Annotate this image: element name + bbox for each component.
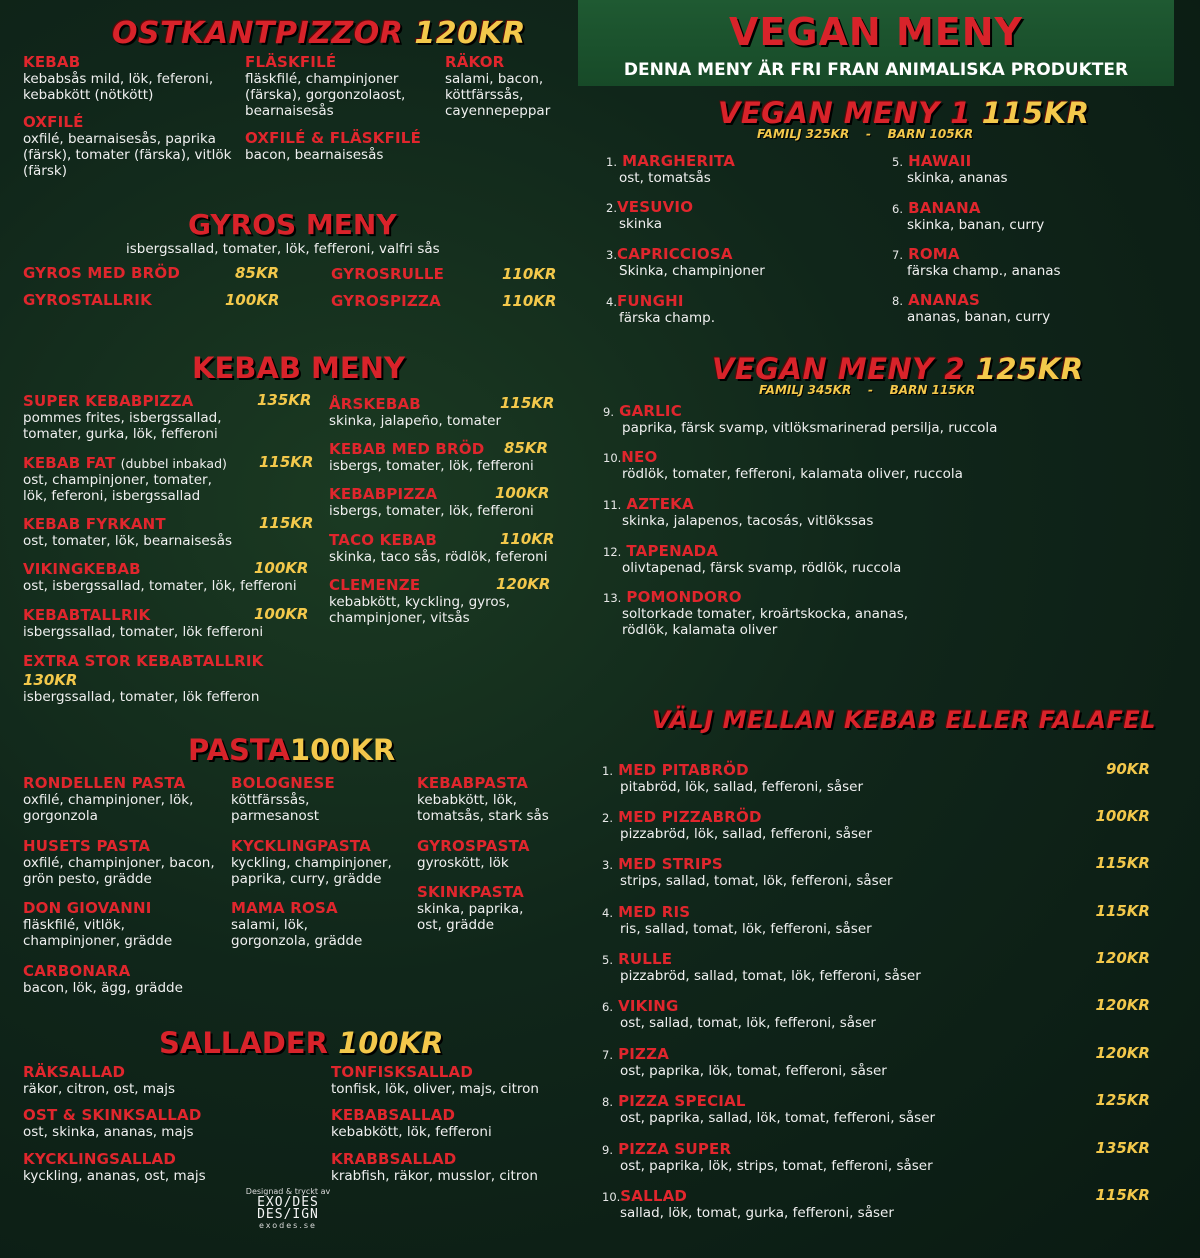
menu-item [23, 391, 313, 442]
item-desc: ost, isbergssallad, tomater, lök, fefferoni [23, 578, 297, 594]
vegan-menu2-title: VEGAN MENY 2 [712, 352, 966, 386]
item-name: ANANAS [908, 291, 981, 309]
item-price: 90KR [1105, 760, 1150, 778]
item-desc: färska champ., ananas [907, 263, 1061, 279]
kebab-title: KEBAB MENY [192, 351, 405, 385]
item-name: KEBABSALLAD [331, 1106, 456, 1124]
item-name: CARBONARA [23, 962, 131, 980]
vegan-menu2-sizes [759, 383, 975, 397]
pasta-price: 100KR [289, 733, 396, 767]
item-name: FLÄSKFILÉ [245, 53, 337, 71]
item-name: OXFILÉ [23, 113, 84, 131]
item-name: KEBABPIZZA [329, 485, 438, 503]
item-desc: pommes frites, isbergssallad, tomater, gurka, lök, fefferoni [23, 410, 222, 442]
item-name: TACO KEBAB [329, 531, 438, 549]
separator: - [865, 127, 871, 141]
item-number: 10. [603, 451, 622, 465]
item-price: 125KR [1095, 1091, 1150, 1109]
item-desc: bacon, lök, ägg, grädde [23, 980, 183, 996]
item-desc: ost, tomater, lök, bearnaisesås [23, 533, 233, 549]
barn-price: BARN 105KR [887, 127, 974, 141]
item-name: KEBABPASTA [417, 774, 529, 792]
credit-logo: EXO/DES [257, 1195, 319, 1210]
item-desc: räkor, citron, ost, majs [23, 1081, 176, 1097]
item-desc: pizzabröd, lök, sallad, fefferoni, såser [620, 826, 872, 842]
item-desc: oxfilé, champinjoner, lök, gorgonzola [23, 792, 194, 824]
falafel-item [602, 1044, 1150, 1079]
menu-item [23, 774, 218, 824]
item-name: DON GIOVANNI [23, 899, 152, 917]
credit-url: exodes.se [259, 1221, 317, 1230]
item-name: RÄKSALLAD [23, 1063, 126, 1081]
item-number: 8. [892, 294, 903, 308]
item-number: 9. [602, 1143, 613, 1157]
menu-item [23, 899, 193, 949]
item-name: MED PITABRÖD [618, 761, 749, 779]
item-name: OST & SKINKSALLAD [23, 1106, 202, 1124]
item-desc: skinka, banan, curry [907, 217, 1045, 233]
item-name: GYROSRULLE [331, 265, 445, 283]
item-desc: krabfish, räkor, musslor, citron [331, 1168, 538, 1184]
menu-item [23, 962, 218, 996]
ostkant-heading [112, 16, 526, 51]
vegan-menu1-sizes [757, 127, 973, 141]
item-desc: kebabkött, lök, fefferoni [331, 1124, 492, 1140]
item-price: 115KR [1095, 854, 1150, 872]
falafel-item [602, 1091, 1150, 1126]
designer-credit [243, 1187, 333, 1231]
falafel-title: VÄLJ MELLAN KEBAB ELLER FALAFEL [652, 706, 1157, 734]
vegan-item [606, 197, 693, 232]
item-price: 115KR [259, 514, 314, 532]
barn-price: BARN 115KR [889, 383, 976, 397]
item-desc: ris, sallad, tomat, lök, fefferoni, såser [620, 921, 872, 937]
vegan-subtitle: DENNA MENY ÄR FRI FRAN ANIMALISKA PRODUKTER [623, 60, 1129, 80]
vegan-item [603, 541, 1023, 576]
item-desc: köttfärssås, parmesanost [231, 792, 320, 824]
item-desc: isbergs, tomater, lök, fefferoni [329, 503, 534, 519]
ostkant-price: 120KR [414, 16, 526, 51]
item-name: KEBAB FAT [23, 454, 116, 472]
vegan-item [603, 587, 933, 638]
menu-item [23, 837, 218, 887]
vegan-item [603, 494, 1023, 529]
item-desc: salami, lök, gorgonzola, grädde [231, 917, 363, 949]
item-desc: fläskfilé, vitlök, champinjoner, grädde [23, 917, 173, 949]
menu-item [329, 394, 554, 429]
item-number: 2. [606, 201, 617, 215]
gyros-title: GYROS MENY [188, 208, 397, 241]
item-price: 100KR [495, 484, 550, 502]
item-price: 130KR [23, 671, 78, 689]
item-name: MARGHERITA [622, 152, 736, 170]
menu-item [417, 883, 537, 933]
menu-item [329, 575, 554, 626]
item-name: AZTEKA [626, 495, 694, 513]
item-desc: kebabsås mild, lök, feferoni, kebabkött (nötkött) [23, 71, 214, 103]
item-desc: kyckling, ananas, ost, majs [23, 1168, 206, 1184]
item-price: 115KR [259, 453, 314, 471]
item-number: 8. [602, 1095, 613, 1109]
menu-item [417, 774, 557, 824]
falafel-item [602, 1186, 1150, 1221]
item-desc: salami, bacon, köttfärssås, cayennepeppar [445, 71, 551, 119]
item-name: GYROSTALLRIK [23, 291, 152, 309]
vegan-menu1-price: 115KR [981, 96, 1090, 130]
falafel-item [602, 1139, 1150, 1174]
item-desc: fläskfilé, champinjoner (färska), gorgonzolaost, bearnaisesås [245, 71, 406, 119]
item-name: MED RIS [618, 903, 691, 921]
vegan-item [892, 151, 1008, 186]
item-name: GYROSPIZZA [331, 292, 441, 310]
item-name: POMONDORO [626, 588, 742, 606]
item-name: KEBAB MED BRÖD [329, 440, 485, 458]
item-desc: kebabkött, lök, tomatsås, stark sås [417, 792, 549, 824]
item-desc: skinka, ananas [907, 170, 1008, 186]
item-desc: paprika, färsk svamp, vitlöksmarinerad persilja, ruccola [622, 420, 998, 436]
item-desc: pitabröd, lök, sallad, fefferoni, såser [620, 779, 864, 795]
item-name: TAPENADA [626, 542, 719, 560]
item-name: MED STRIPS [618, 855, 723, 873]
item-desc: skinka, taco sås, rödlök, feferoni [329, 549, 548, 565]
falafel-item [602, 902, 1150, 937]
item-desc: rödlök, tomater, fefferoni, kalamata oliver, ruccola [622, 466, 963, 482]
vegan-item [606, 151, 735, 186]
item-price: 120KR [1095, 1044, 1150, 1062]
vegan-title: VEGAN MENY [728, 10, 1024, 54]
item-name: TONFISKSALLAD [331, 1063, 473, 1081]
vegan-item [606, 291, 715, 326]
menu-item [23, 1063, 175, 1097]
item-number: 1. [602, 764, 613, 778]
menu-item [23, 113, 233, 179]
item-desc: gyroskött, lök [417, 855, 509, 871]
item-name: OXFILÉ & FLÄSKFILÉ [245, 129, 422, 147]
menu-item [331, 1106, 492, 1140]
item-number: 5. [892, 155, 903, 169]
item-number: 3. [606, 248, 617, 262]
menu-item [23, 559, 313, 594]
item-desc: olivtapenad, färsk svamp, rödlök, ruccola [622, 560, 902, 576]
sallader-price: 100KR [338, 1026, 444, 1060]
item-desc: isbergs, tomater, lök, fefferoni [329, 458, 534, 474]
menu-item [231, 899, 381, 949]
vegan-item [892, 244, 1061, 279]
item-price: 110KR [502, 292, 557, 310]
item-desc: bacon, bearnaisesås [245, 147, 384, 163]
item-name: ROMA [908, 245, 960, 263]
item-name: BANANA [908, 199, 981, 217]
familj-price: FAMILJ 345KR [759, 383, 852, 397]
falafel-item [602, 854, 1150, 889]
menu-item [245, 53, 425, 119]
item-desc: isbergssallad, tomater, lök fefferon [23, 689, 260, 705]
item-name: GYROS MED BRÖD [23, 264, 181, 282]
item-name: PIZZA [618, 1045, 670, 1063]
item-number: 13. [603, 591, 622, 605]
pasta-title: PASTA [188, 733, 290, 767]
vegan-item [892, 290, 1050, 325]
item-number: 6. [892, 202, 903, 216]
item-number: 4. [606, 295, 617, 309]
item-name: RULLE [618, 950, 673, 968]
item-desc: Skinka, champinjoner [619, 263, 765, 279]
item-desc: ost, sallad, tomat, lök, fefferoni, såser [620, 1015, 876, 1031]
item-number: 11. [603, 498, 622, 512]
item-price: 120KR [496, 575, 551, 593]
item-desc: ananas, banan, curry [907, 309, 1051, 325]
item-desc: ost, paprika, lök, strips, tomat, fefferoni, såser [620, 1158, 933, 1174]
item-desc: sallad, lök, tomat, gurka, fefferoni, såser [620, 1205, 894, 1221]
menu-item [23, 605, 313, 640]
falafel-item [602, 760, 1150, 795]
item-name: HUSETS PASTA [23, 837, 151, 855]
menu-item [23, 453, 313, 504]
item-number: 10. [602, 1190, 621, 1204]
item-note: (dubbel inbakad) [120, 456, 227, 471]
item-name: MED PIZZABRÖD [618, 808, 762, 826]
item-number: 7. [892, 248, 903, 262]
item-desc: ost, paprika, lök, tomat, fefferoni, såser [620, 1063, 887, 1079]
item-number: 2. [602, 811, 613, 825]
credit-logo: DES/IGN [257, 1207, 319, 1222]
item-name: KRABBSALLAD [331, 1150, 457, 1168]
menu-item [231, 837, 401, 887]
item-number: 7. [602, 1048, 613, 1062]
item-price: 85KR [504, 439, 549, 457]
item-desc: tonfisk, lök, oliver, majs, citron [331, 1081, 539, 1097]
separator: - [867, 383, 873, 397]
menu-item [23, 514, 313, 549]
item-price: 85KR [235, 264, 280, 282]
item-desc: färska champ. [619, 310, 716, 326]
item-name: MAMA ROSA [231, 899, 338, 917]
item-name: KEBAB [23, 53, 81, 71]
item-name: SALLAD [620, 1187, 688, 1205]
menu-item [417, 837, 557, 871]
item-price: 135KR [1095, 1139, 1150, 1157]
menu-item [23, 1106, 202, 1140]
item-price: 110KR [500, 530, 555, 548]
falafel-item [602, 807, 1150, 842]
vegan-item [606, 244, 765, 279]
vegan-menu2-price: 125KR [975, 352, 1084, 386]
item-name: VIKING [618, 997, 679, 1015]
item-desc: skinka, jalapeño, tomater [329, 413, 502, 429]
item-price: 110KR [502, 265, 557, 283]
item-name: GARLIC [619, 402, 682, 420]
item-name: PIZZA SPECIAL [618, 1092, 746, 1110]
item-price: 115KR [1095, 1186, 1150, 1204]
item-price: 100KR [254, 605, 309, 623]
item-price: 100KR [1095, 807, 1150, 825]
item-name: HAWAII [908, 152, 972, 170]
credit-line: Designad & tryckt av [245, 1187, 331, 1196]
familj-price: FAMILJ 325KR [757, 127, 850, 141]
item-desc: ost, paprika, sallad, lök, tomat, fefferoni, såser [620, 1110, 936, 1126]
menu-item [245, 129, 435, 163]
menu-item [23, 1150, 206, 1184]
ostkant-title: OSTKANTPIZZOR [112, 16, 404, 51]
item-price: 135KR [257, 391, 312, 409]
item-number: 9. [603, 405, 614, 419]
item-name: VESUVIO [616, 198, 694, 216]
item-desc: ost, skinka, ananas, majs [23, 1124, 194, 1140]
item-desc: kyckling, champinjoner, paprika, curry, grädde [231, 855, 392, 887]
vegan-menu2-heading [712, 352, 1084, 386]
item-name: CAPRICCIOSA [616, 245, 733, 263]
menu-item [329, 484, 554, 519]
vegan-item [603, 401, 1023, 436]
falafel-item [602, 949, 1150, 984]
item-name: SKINKPASTA [417, 883, 524, 901]
item-desc: skinka [619, 216, 663, 232]
item-name: FUNGHI [616, 292, 684, 310]
item-desc: skinka, jalapenos, tacosás, vitlökssas [622, 513, 874, 529]
item-name: KYCKLINGPASTA [231, 837, 371, 855]
item-name: ÅRSKEBAB [329, 395, 421, 413]
item-number: 1. [606, 155, 617, 169]
item-number: 6. [602, 1000, 613, 1014]
gyros-subtitle: isbergssallad, tomater, lök, fefferoni, valfri sås [126, 241, 440, 257]
item-desc: soltorkade tomater, kroärtskocka, ananas, rödlök, kalamata oliver [622, 606, 909, 638]
item-name: CLEMENZE [329, 576, 421, 594]
item-desc: ost, champinjoner, tomater, lök, feferoni, isbergssallad [23, 472, 212, 504]
item-desc: isbergssallad, tomater, lök fefferoni [23, 624, 264, 640]
item-price: 100KR [225, 291, 280, 309]
menu-item [231, 774, 351, 824]
item-name: BOLOGNESE [231, 774, 335, 792]
menu-item [23, 53, 233, 103]
item-desc: oxfilé, champinjoner, bacon, grön pesto, grädde [23, 855, 215, 887]
menu-item [445, 53, 565, 119]
sallader-title: SALLADER [159, 1026, 328, 1060]
pasta-heading [188, 733, 395, 767]
item-number: 12. [603, 545, 622, 559]
menu-item [331, 1063, 539, 1097]
item-name: EXTRA STOR KEBABTALLRIK [23, 652, 264, 670]
item-name: KYCKLINGSALLAD [23, 1150, 176, 1168]
item-name: GYROSPASTA [417, 837, 530, 855]
vegan-menu1-heading [718, 96, 1090, 130]
menu-item [329, 530, 554, 565]
item-number: 5. [602, 953, 613, 967]
vegan-item [603, 447, 1023, 482]
item-number: 3. [602, 858, 613, 872]
item-name: RONDELLEN PASTA [23, 774, 186, 792]
item-price: 115KR [1095, 902, 1150, 920]
falafel-item [602, 996, 1150, 1031]
item-price: 115KR [500, 394, 555, 412]
item-name: RÄKOR [445, 53, 505, 71]
item-name: KEBAB FYRKANT [23, 515, 166, 533]
item-desc: kebabkött, kyckling, gyros, champinjoner, vitsås [329, 594, 510, 626]
item-price: 120KR [1095, 996, 1150, 1014]
item-price: 100KR [254, 559, 309, 577]
vegan-menu1-title: VEGAN MENY 1 [718, 96, 972, 130]
menu-item [329, 439, 554, 474]
item-desc: ost, tomatsås [619, 170, 711, 186]
vegan-item [892, 198, 1044, 233]
menu-item [331, 1150, 538, 1184]
item-name: NEO [621, 448, 658, 466]
item-number: 4. [602, 906, 613, 920]
item-desc: oxfilé, bearnaisesås, paprika (färsk), tomater (färska), vitlök (färsk) [23, 131, 232, 179]
item-desc: skinka, paprika, ost, grädde [417, 901, 524, 933]
item-desc: strips, sallad, tomat, lök, fefferoni, såser [620, 873, 893, 889]
menu-item [23, 651, 313, 705]
item-name: VIKINGKEBAB [23, 560, 141, 578]
sallader-heading [159, 1026, 443, 1060]
item-price: 120KR [1095, 949, 1150, 967]
item-desc: pizzabröd, sallad, tomat, lök, fefferoni, såser [620, 968, 921, 984]
item-name: KEBABTALLRIK [23, 606, 151, 624]
item-name: SUPER KEBABPIZZA [23, 392, 194, 410]
item-name: PIZZA SUPER [618, 1140, 732, 1158]
